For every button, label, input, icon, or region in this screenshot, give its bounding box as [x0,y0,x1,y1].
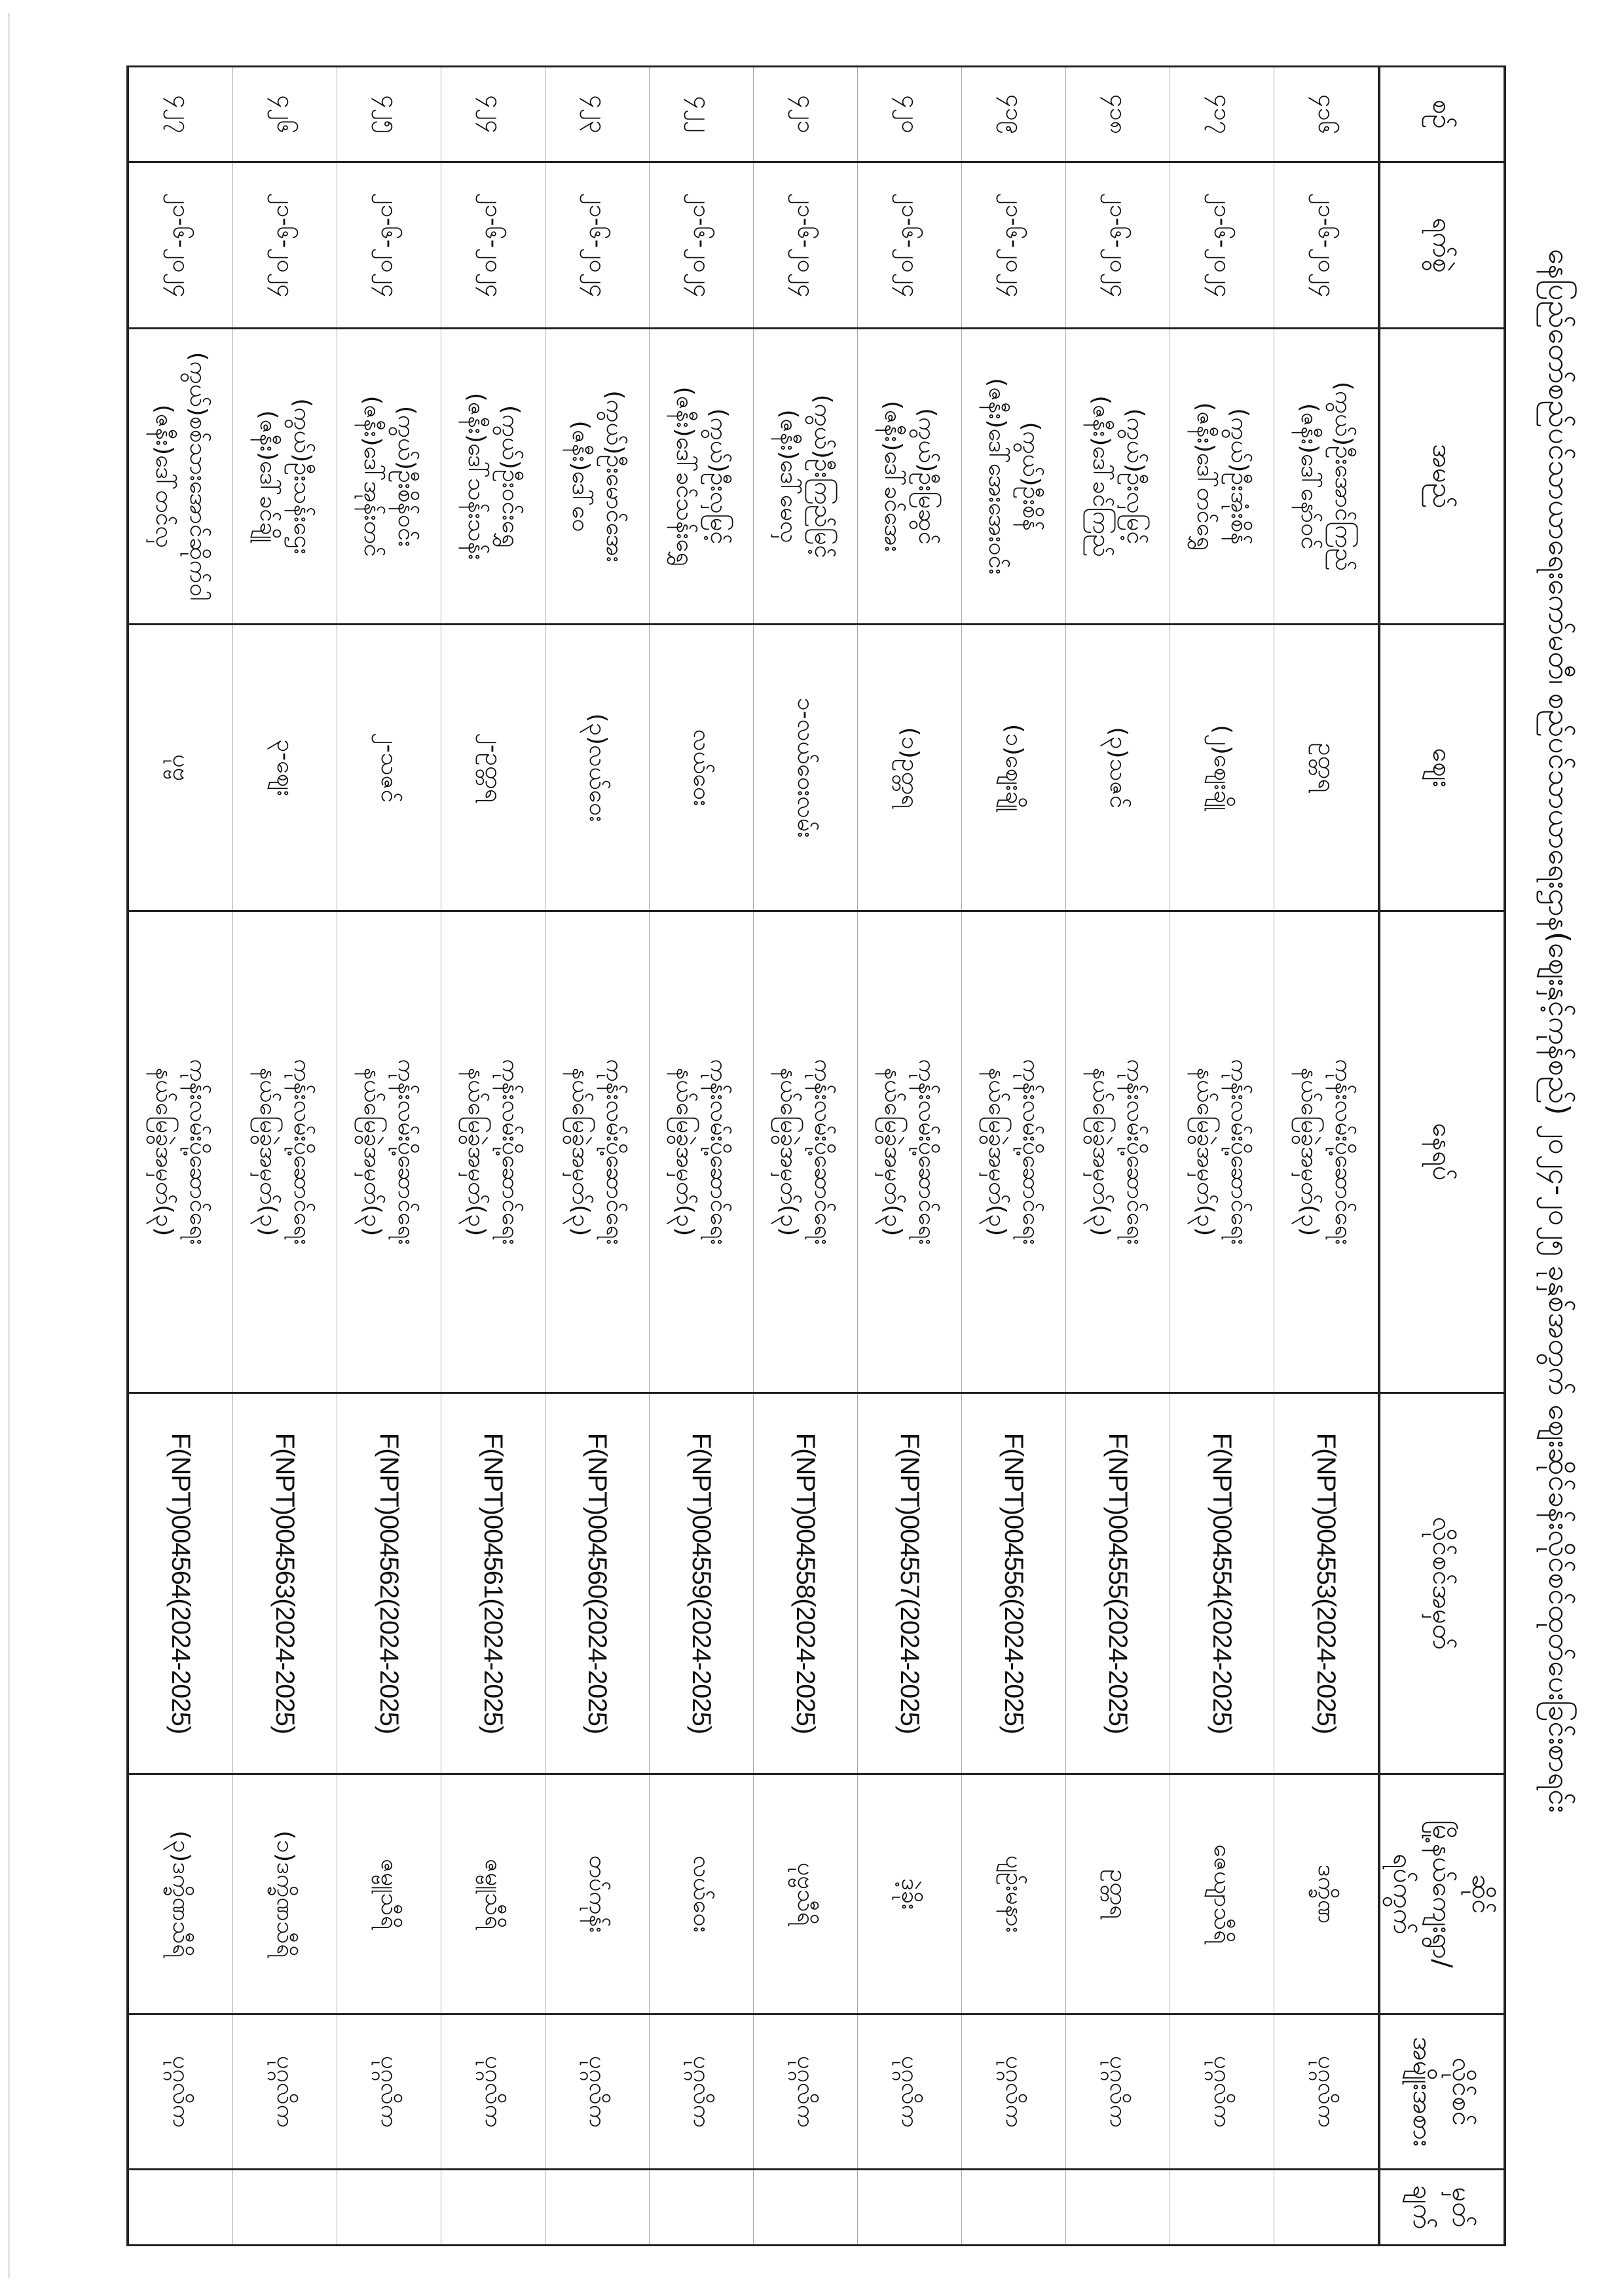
serial-cell: ၄၁၉ [962,67,1066,162]
table-row [1274,67,1380,2246]
address-cell: ကုန်းလမ်းပို့ဆောင်ရေး နယ်မြေခွဲအမှတ်(၃) [1170,911,1274,1393]
header-township: ဆိုင် မြို့နယ်ကျေးရွာ/ရပ်ကွက် [1379,1774,1505,2014]
type-cell: ပုဂ္ဂလိက [1274,2014,1380,2170]
serial-cell: ၄၂၃ [545,67,650,162]
serial-cell: ၄၁၆ [1274,67,1380,162]
license-cell: F(NPT)004562(2024-2025) [337,1393,441,1774]
header-type: လိုင်စင် အမျိုးအစား [1379,2014,1505,2170]
type-cell: ပုဂ္ဂလိက [545,2014,650,2170]
table-row [650,67,754,2246]
table-row [337,67,441,2246]
date-cell: ၂၁-၆-၂၀၂၄ [962,162,1066,329]
name-cell: (ကွယ်)ဦးကြည်မြင့် (ဇနီး)ဒေါ်မေလှ [754,329,858,625]
name-cell: (ကွယ်)စစ်သားအောင်ဆိုက်ဝါ (ဇနီး)ဒေါ်တင်လှ [128,329,233,625]
township-cell: ပျဉ်းမနား [962,1774,1066,2014]
address-cell: ကုန်းလမ်းပို့ဆောင်ရေး နယ်မြေခွဲအမှတ်(၃) [233,911,337,1393]
remark-cell [962,2170,1066,2246]
remark-cell [128,2170,233,2246]
township-cell: ဒဲ့ခိုး [858,1774,962,2014]
township-cell: ဇမ္ဗူသီရိ [441,1774,545,2014]
market-cell: (၁)ဥတ္တရ [858,625,962,911]
remark-cell [441,2170,545,2246]
address-cell: ကုန်းလမ်းပို့ဆောင်ရေး နယ်မြေခွဲအမှတ်(၃) [858,911,962,1393]
table-row [1066,67,1170,2246]
table-row [128,67,233,2246]
township-cell: ဇေယျာသီရိ [1170,1774,1274,2014]
type-cell: ပုဂ္ဂလိက [754,2014,858,2170]
serial-cell: ၄၂၂ [650,67,754,162]
table-row [858,67,962,2246]
address-cell: ကုန်းလမ်းပို့ဆောင်ရေး နယ်မြေခွဲအမှတ်(၃) [128,911,233,1393]
address-cell: ကုန်းလမ်းပို့ဆောင်ရေး နယ်မြေခွဲအမှတ်(၃) [545,911,650,1393]
type-cell: ပုဂ္ဂလိက [128,2014,233,2170]
header-row [1379,67,1505,2246]
market-cell: ၃-ဈေး [233,625,337,911]
license-cell: F(NPT)004563(2024-2025) [233,1393,337,1774]
table-row [441,67,545,2246]
serial-cell: ၄၂၄ [441,67,545,162]
township-cell: တပ်ကုန်း [545,1774,650,2014]
market-cell: (၃)လယ်ဝေး [545,625,650,911]
header-license-no: လိုင်စင်အမှတ် [1379,1393,1505,1774]
serial-cell: ၄၂၀ [858,67,962,162]
table-row [962,67,1066,2246]
name-cell: (ကွယ်)ဦးစိန် (ဇနီး)ဒေါ်အေးအေးဝင်း [962,329,1066,625]
document-title: နေပြည်တော်စည်ပင်သာယာရေးကော်မတီ၊ စည်ပင်သာယာရေးဌာန(ဈေးနှင့်ကုန်စည်) ၂၀၂၄-၂၀၂၅ ခုနှစ်အတွက် ဈေးဆိုင်ခန်းလိုင်စင်ထုတ်ပေးခြင်းစာရင်း [1542,249,1576,1813]
serial-cell: ၄၂၁ [754,67,858,162]
name-cell: (ကွယ်)ဦးအောင်ကြည် (ဇနီး)ဒေါ်နော်ဝင် [1274,329,1380,625]
remark-cell [754,2170,858,2246]
license-cell: F(NPT)004555(2024-2025) [1066,1393,1170,1774]
market-cell: ၁-လယ်ဝေးလမ်း [754,625,858,911]
market-cell: လယ်ဝေး [650,625,754,911]
name-cell: (ကွယ်)ဦးလှမြင့် (ဇနီး)ဒေါ်ခင်သန်းရွှေ [650,329,754,625]
license-cell: F(NPT)004559(2024-2025) [650,1393,754,1774]
township-cell: ဒက္ခိဏ [1274,1774,1380,2014]
remark-cell [1274,2170,1380,2246]
address-cell: ကုန်းလမ်းပို့ဆောင်ရေး နယ်မြေခွဲအမှတ်(၃) [441,911,545,1393]
serial-cell: ၄၂၆ [233,67,337,162]
remark-cell [1066,2170,1170,2246]
header-remark: မှတ် ချက် [1379,2170,1505,2246]
township-cell: ဥတ္တရ [1066,1774,1170,2014]
license-cell: F(NPT)004560(2024-2025) [545,1393,650,1774]
township-cell: လယ်ဝေး [650,1774,754,2014]
serial-cell: ၄၂၇ [128,67,233,162]
name-cell: (ကွယ်)ဦးမြဆွင် (ဇနီး)ဒေါ်ခင်အေး [858,329,962,625]
serial-cell: ၄၁၈ [1066,67,1170,162]
table-row [233,67,337,2246]
date-cell: ၂၁-၆-၂၀၂၄ [1274,162,1380,329]
type-cell: ပုဂ္ဂလိက [962,2014,1066,2170]
remark-cell [858,2170,962,2246]
address-cell: ကုန်းလမ်းပို့ဆောင်ရေး နယ်မြေခွဲအမှတ်(၃) [754,911,858,1393]
market-cell: (၃)သဇင် [1066,625,1170,911]
market-cell: (၁)ဈေးချို [962,625,1066,911]
date-cell: ၂၁-၆-၂၀၂၄ [337,162,441,329]
name-cell: (ကွယ်)ဦးဝင်းရွှေ (ဇနီး)ဒေါ်သန်းသန်း [441,329,545,625]
remark-cell [337,2170,441,2246]
license-cell: F(NPT)004561(2024-2025) [441,1393,545,1774]
date-cell: ၂၁-၆-၂၀၂၄ [233,162,337,329]
license-cell: F(NPT)004553(2024-2025) [1274,1393,1380,1774]
date-cell: ၂၁-၆-၂၀၂၄ [754,162,858,329]
remark-cell [233,2170,337,2246]
date-cell: ၂၁-၆-၂၀၂၄ [650,162,754,329]
license-cell: F(NPT)004556(2024-2025) [962,1393,1066,1774]
license-cell: F(NPT)004564(2024-2025) [128,1393,233,1774]
header-address: နေရပ် [1379,911,1505,1393]
type-cell: ပုဂ္ဂလိက [441,2014,545,2170]
remark-cell [545,2170,650,2246]
license-cell: F(NPT)004554(2024-2025) [1170,1393,1274,1774]
date-cell: ၂၁-၆-၂၀၂၄ [1170,162,1274,329]
date-cell: ၂၁-၆-၂၀၂၄ [128,162,233,329]
name-cell: (ကွယ်)ဦးအုံးစိန် (ဇနီး)ဒေါ်တင်ရွှေ [1170,329,1274,625]
type-cell: ပုဂ္ဂလိက [233,2014,337,2170]
name-cell: (ကွယ်)ဦးလှမြင့် (ဇနီး)ဒေါ်ခင်ကြည် [1066,329,1170,625]
name-cell: (ကွယ်)ဦးသန်းဌေး (ဇနီး)ဒေါ်ခင်ချို [233,329,337,625]
township-cell: ပုဗ္ဗသီရိ [754,1774,858,2014]
header-date: ရက်စွဲ [1379,162,1505,329]
header-name: အမည် [1379,329,1505,625]
remark-cell [1170,2170,1274,2246]
date-cell: ၂၁-၆-၂၀၂၄ [545,162,650,329]
remark-cell [650,2170,754,2246]
type-cell: ပုဂ္ဂလိက [650,2014,754,2170]
township-cell: (၁)ဒက္ခိဏသီရိ [233,1774,337,2014]
address-cell: ကုန်းလမ်းပို့ဆောင်ရေး နယ်မြေခွဲအမှတ်(၃) [337,911,441,1393]
market-cell: ဥတ္တရ [1274,625,1380,911]
table-row [754,67,858,2246]
date-cell: ၂၁-၆-၂၀၂၄ [858,162,962,329]
header-market: ဈေး [1379,625,1505,911]
address-cell: ကုန်းလမ်းပို့ဆောင်ရေး နယ်မြေခွဲအမှတ်(၃) [650,911,754,1393]
license-cell: F(NPT)004558(2024-2025) [754,1393,858,1774]
date-cell: ၂၁-၆-၂၀၂၄ [1066,162,1170,329]
name-cell: (ကွယ်)ဦးမောင်အေး (ဇနီး)ဒေါ်ဝေ [545,329,650,625]
license-table [126,65,1506,2246]
market-cell: ပုဗ္ဗ [128,625,233,911]
type-cell: ပုဂ္ဂလိက [858,2014,962,2170]
market-cell: ၂-သဇင် [337,625,441,911]
header-serial: စဉ် [1379,67,1505,162]
type-cell: ပုဂ္ဂလိက [1170,2014,1274,2170]
type-cell: ပုဂ္ဂလိက [337,2014,441,2170]
serial-cell: ၄၁၇ [1170,67,1274,162]
type-cell: ပုဂ္ဂလိက [1066,2014,1170,2170]
township-cell: ဇမ္ဗူသီရိ [337,1774,441,2014]
market-cell: ၂-ဥတ္တရ [441,625,545,911]
township-cell: (၃)ဒက္ခိဏသီရိ [128,1774,233,2014]
serial-cell: ၄၂၅ [337,67,441,162]
license-cell: F(NPT)004557(2024-2025) [858,1393,962,1774]
address-cell: ကုန်းလမ်းပို့ဆောင်ရေး နယ်မြေခွဲအမှတ်(၃) [1274,911,1380,1393]
date-cell: ၂၁-၆-၂၀၂၄ [441,162,545,329]
market-cell: (၂)ဈေးချို [1170,625,1274,911]
table-row [1170,67,1274,2246]
table-row [545,67,650,2246]
address-cell: ကုန်းလမ်းပို့ဆောင်ရေး နယ်မြေခွဲအမှတ်(၃) [1066,911,1170,1393]
name-cell: (ကွယ်)ဦးစိန်ဝင်း (ဇနီး)ဒေါ်အုန်းတင် [337,329,441,625]
address-cell: ကုန်းလမ်းပို့ဆောင်ရေး နယ်မြေခွဲအမှတ်(၃) [962,911,1066,1393]
